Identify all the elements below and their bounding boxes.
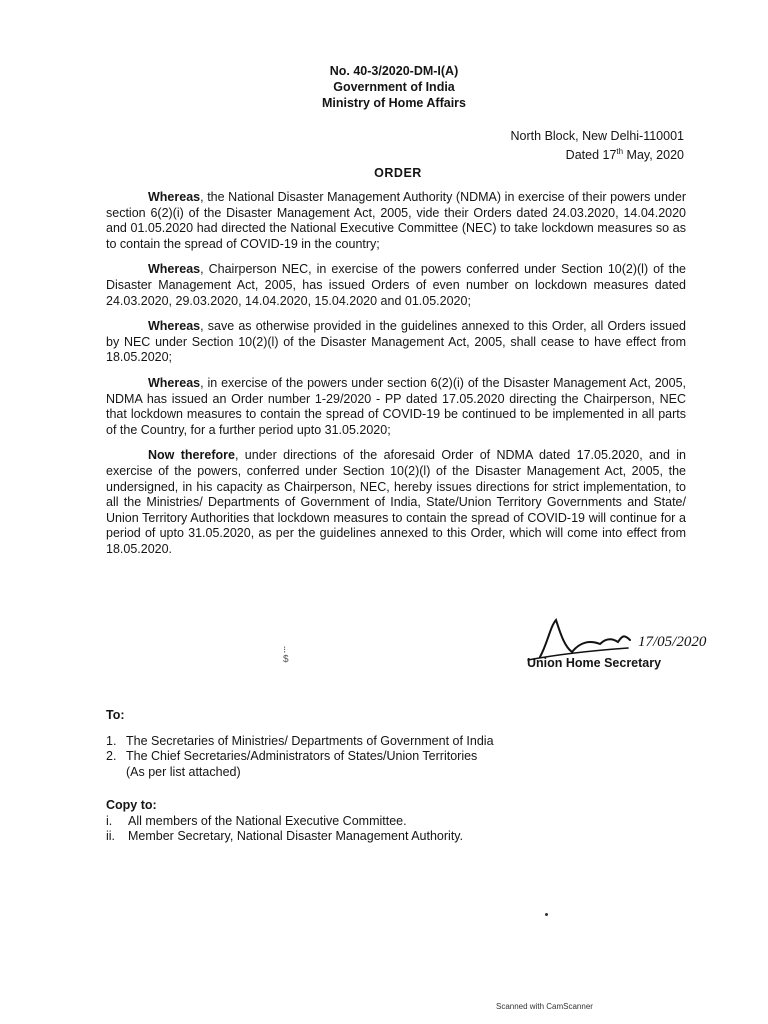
order-body — [106, 190, 686, 567]
to-list — [106, 734, 666, 765]
government-name: Government of India — [333, 80, 455, 94]
reference-number: No. 40-3/2020-DM-I(A) — [329, 64, 459, 78]
handwritten-date: 17/05/2020 — [638, 634, 707, 650]
signatory-title: Union Home Secretary — [527, 656, 662, 670]
place-and-date — [511, 128, 684, 163]
stray-dot — [545, 913, 548, 916]
list-item: ii. Member Secretary, National Disaster Management Authority. — [106, 829, 464, 844]
address: North Block, New Delhi-110001 — [510, 129, 684, 143]
date-line: Dated 17th May, 2020 — [565, 147, 684, 163]
to-section — [106, 708, 666, 780]
paragraph: Now therefore, under directions of the aforesaid Order of NDMA dated 17.05.2020, and in exercise of the powers, conferred under Section 10(2)(l) of the Disaster Management Act, 2005, the undersigned, in his capacity as Chairperson, NEC, hereby issues directions for strict implementation, to all the Ministries/ Departments of Government of India, State/Union Territory Governments and State/ Union Territory Authorities that lockdown measures to contain the spread of COVID-19 will continue for a period of upto 31.05.2020, as per the guidelines annexed to this Order, which will come into effect from 18.05.2020. — [106, 448, 686, 556]
scan-mark: ⁝ $ — [283, 645, 289, 665]
copy-to-section — [106, 798, 666, 845]
to-note: (As per list attached) — [126, 764, 241, 779]
copy-to-list — [106, 814, 666, 845]
paragraph: Whereas, save as otherwise provided in the guidelines annexed to this Order, all Orders issued by NEC under Section 10(2)(l) of the Disaster Management Act, 2005, shall cease to have effect from 18.05.2020; — [106, 319, 686, 365]
order-title: ORDER — [374, 166, 422, 180]
scanner-watermark: Scanned with CamScanner — [496, 1002, 593, 1011]
ministry-name: Ministry of Home Affairs — [321, 96, 466, 110]
list-item: i. All members of the National Executive Committee. — [106, 813, 407, 828]
paragraph: Whereas, Chairperson NEC, in exercise of the powers conferred under Section 10(2)(l) of the Disaster Management Act, 2005, has issued Orders of even number on lockdown measures dated 24.03.2020, 29.03.2020, 14.04.2020, 15.04.2020 and 01.05.2020; — [106, 262, 686, 308]
copy-to-label: Copy to: — [106, 798, 157, 812]
document-header — [0, 63, 768, 111]
paragraph: Whereas, the National Disaster Management Authority (NDMA) in exercise of their powers under section 6(2)(i) of the Disaster Management Act, 2005, vide their Orders dated 24.03.2020, 14.04.2020 and 01.05.2020 had directed the National Executive Committee (NEC) to take lockdown measures so as to contain the spread of COVID-19 in the country; — [106, 190, 686, 251]
to-label: To: — [106, 708, 125, 722]
paragraph: Whereas, in exercise of the powers under section 6(2)(i) of the Disaster Management Act, 2005, NDMA has issued an Order number 1-29/2020 - PP dated 17.05.2020 directing the Chairperson, NEC that lockdown measures to contain the spread of COVID-19 be continued to be implemented in all parts of the Country, for a further period upto 31.05.2020; — [106, 375, 686, 437]
list-item: 1. The Secretaries of Ministries/ Departments of Government of India — [106, 733, 494, 748]
list-item: 2. The Chief Secretaries/Administrators of States/Union Territories — [106, 749, 478, 764]
